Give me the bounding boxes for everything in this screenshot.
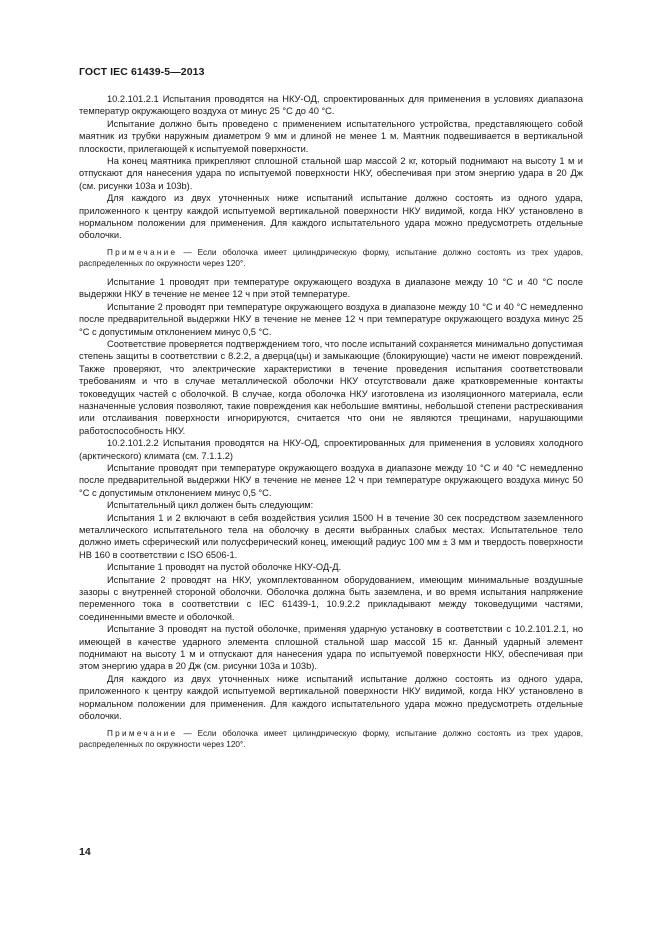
paragraph: 10.2.101.2.1 Испытания проводятся на НКУ-ОД, спроектированных для применения в условиях диапазона температур окружающего воздуха от минус 25 °С до 40 °С.	[79, 94, 583, 117]
note	[79, 247, 583, 269]
paragraph: Испытательный цикл должен быть следующим:	[107, 500, 314, 511]
paragraph: Испытание 3 проводят на пустой оболочке, применяя ударную установку в соответствии с 10.2.101.2.1, но имеющей в качестве ударного элемента сплошной стальной шар массой 15 кг. Данный ударный элемент поднимают на высоту 1 м и отпускают для нанесения удара по испытуемой поверхности НКУ, обеспечивая при этом энергию удара в 20 Дж (см. рисунки 103а и 103b).	[79, 624, 583, 672]
paragraph: Испытания 1 и 2 включают в себя воздействия усилия 1500 Н в течение 30 сек посредством заземленного металлического испытательного тела на оболочку в десяти выбранных слабых местах. Испытательное тело должно иметь сферический или полусферический конец, имеющий радиус 100 мм ± 3 мм и твердость поверхности НВ 160 в соответствии с ISO 6506-1.	[79, 512, 583, 560]
paragraph: Испытание 2 проводят при температуре окружающего воздуха в диапазоне между 10 °С и 40 °С немедленно после предварительной выдержки НКУ в течение не менее 12 ч при температуре окружающего воздуха минус 25 °С с допустимым отклонением минус 0,5 °С.	[79, 301, 583, 337]
note-label: Примечание	[107, 728, 178, 738]
note	[79, 728, 583, 750]
paragraph: Для каждого из двух уточненных ниже испытаний испытание должно состоять из одного удара, приложенного к центру каждой испытуемой вертикальной поверхности НКУ видимой, когда НКУ установлено в нормальном положении для применения. Для каждого испытательного удара можно предусмотреть отдельные оболочки.	[79, 673, 583, 722]
paragraph: Для каждого из двух уточненных ниже испытаний испытание должно состоять из одного удара, приложенного к центру каждой испытуемой вертикальной поверхности НКУ видимой, когда НКУ установлено в нормальном положении для применения. Для каждого испытательного удара можно предусмотреть отдельные оболочки.	[79, 193, 583, 241]
paragraph: Испытание должно быть проведено с применением испытательного устройства, представляющего собой маятник из трубки наружным диаметром 9 мм и длиной не менее 1 м. Маятник подвешивается в вертикальной плоскости, прилегающей к испытуемой поверхности.	[79, 118, 583, 154]
paragraph: Испытание 1 проводят при температуре окружающего воздуха в диапазоне между 10 °С и 40 °С после выдержки НКУ в течение не менее 12 ч при этой температуре.	[79, 276, 583, 300]
note-text: — Если оболочка имеет цилиндрическую форму, испытание должно состоять из трех ударов, распределенных по окружности через 120°.	[79, 728, 583, 749]
document-body	[79, 93, 583, 757]
paragraph: Испытание 2 проводят на НКУ, укомплектованном оборудованием, имеющим минимальные воздушные зазоры с внутренней стороной оболочки. Оболочка должна быть заземлена, и во время испытания напряжение переменного тока в соответствии с IEC 61439-1, 10.9.2.2 прикладывают между токоведущими частями, соединенными вместе и оболочкой.	[79, 574, 583, 622]
document-header-title: ГОСТ IEC 61439-5—2013	[79, 66, 205, 78]
note-label: Примечание	[107, 247, 178, 257]
paragraph: Испытание 1 проводят на пустой оболочке НКУ-ОД-Д.	[107, 562, 342, 573]
paragraph: На конец маятника прикрепляют сплошной стальной шар массой 2 кг, который поднимают на высоту 1 м и отпускают для нанесения удара по испытуемой поверхности НКУ, обеспечивая при этом энергию удара в 20 Дж (см. рисунки 103а и 103b).	[79, 156, 583, 191]
paragraph: Испытание проводят при температуре окружающего воздуха в диапазоне между 10 °С и 40 °С немедленно после предварительной выдержки НКУ в течение не менее 12 ч при температуре окружающего воздуха минус 50 °С с допустимым отклонением минус 0,5 °С.	[79, 462, 583, 498]
note-text: — Если оболочка имеет цилиндрическую форму, испытание должно состоять из трех ударов, распределенных по окружности через 120°.	[79, 247, 583, 268]
paragraph: 10.2.101.2.2 Испытания проводятся на НКУ-ОД, спроектированных для применения в условиях холодного (арктического) климата (см. 7.1.1.2)	[79, 438, 583, 461]
paragraph: Соответствие проверяется подтверждением того, что после испытаний сохраняется минимально допустимая степень защиты в соответствии с 8.2.2, а дверца(цы) и замыкающие (блокирующие) части не имеют повреждений. Также проверяют, что электрические характеристики в течение проведения испытания соответствовали требованиям и что в случае металлической оболочки НКУ отсутствовали даже кратковременные контакты токоведущих частей с оболочкой. В случае, когда оболочка НКУ изготовлена из изоляционного материала, если назначенные условия позволяют, такие повреждения как небольшие вмятины, небольшой степени растрескивания или отслаивания поверхности игнорируются, считается что они не являются трещинами, нарушающими работоспособность НКУ.	[79, 338, 583, 436]
page-number: 14	[79, 846, 91, 858]
